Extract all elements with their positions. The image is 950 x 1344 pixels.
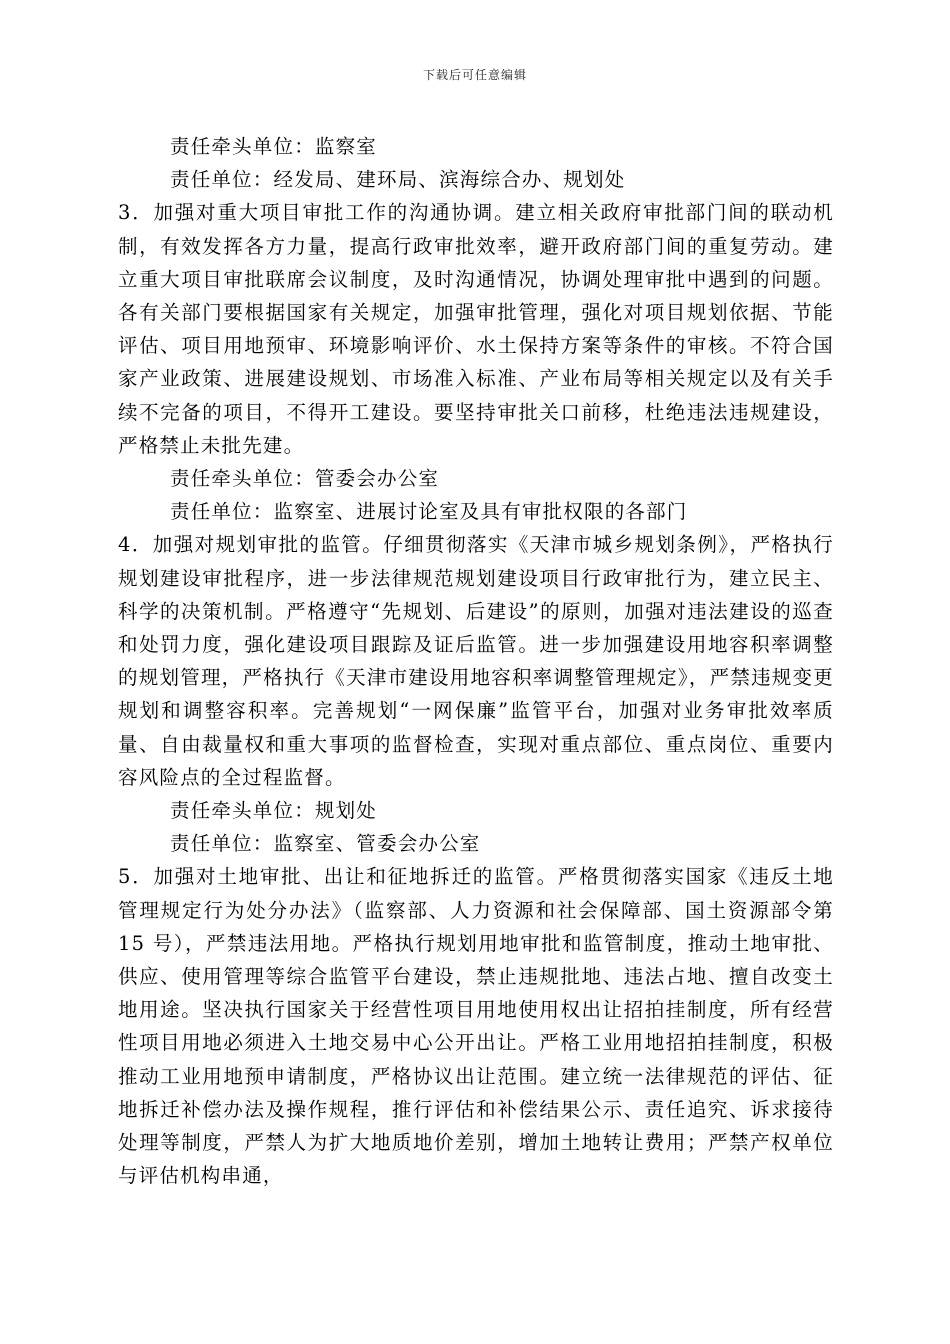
responsible-lead-unit: 责任牵头单位：监察室 (170, 135, 378, 158)
document-body (118, 130, 834, 1193)
responsible-units: 责任单位：经发局、建环局、滨海综合办、规划处 (170, 168, 626, 192)
item-paragraph-4: 4．加强对规划审批的监管。仔细贯彻落实《天津市城乡规划条例》，严格执行规划建设审批程序，进一步法律规范规划建设项目行政审批行为，建立民主、科学的决策机制。严格遵守“先规划、后建设”的原则，加强对违法建设的巡查和处罚力度，强化建设项目跟踪及证后监管。进一步加强建设用地容积率调整的规划管理，严格执行《天津市建设用地容积率调整管理规定》，严禁违规变更规划和调整容积率。完善规划“一网保廉”监管平台，加强对业务审批效率质量、自由裁量权和重大事项的监督检查，实现对重点部位、重点岗位、重要内容风险点的全过程监督。 (118, 533, 834, 789)
responsible-lead-unit: 责任牵头单位：管委会办公室 (170, 467, 440, 491)
responsible-lead-unit: 责任牵头单位：规划处 (170, 799, 378, 823)
responsible-units: 责任单位：监察室、管委会办公室 (170, 832, 481, 856)
responsible-units: 责任单位：监察室、进展讨论室及具有审批权限的各部门 (170, 500, 688, 524)
item-paragraph-3: 3．加强对重大项目审批工作的沟通协调。建立相关政府审批部门间的联动机制，有效发挥各方力量，提高行政审批效率，避开政府部门间的重复劳动。建立重大项目审批联席会议制度，及时沟通情况，协调处理审批中遇到的问题。各有关部门要根据国家有关规定，加强审批管理，强化对项目规划依据、节能评估、项目用地预审、环境影响评价、水土保持方案等条件的审核。不符合国家产业政策、进展建设规划、市场准入标准、产业布局等相关规定以及有关手续不完备的项目，不得开工建设。要坚持审批关口前移，杜绝违法违规建设，严格禁止未批先建。 (118, 201, 834, 457)
item-paragraph-5: 5．加强对土地审批、出让和征地拆迁的监管。严格贯彻落实国家《违反土地管理规定行为处分办法》（监察部、人力资源和社会保障部、国土资源部令第 15 号），严禁违法用地。严格执行规划用地审批和监管制度，推动土地审批、供应、使用管理等综合监管平台建设，禁止违规批地、违法占地、擅自改变土地用途。坚决执行国家关于经营性项目用地使用权出让招拍挂制度，所有经营性项目用地必须进入土地交易中心公开出让。严格工业用地招拍挂制度，积极推动工业用地预申请制度，严格协议出让范围。建立统一法律规范的评估、征地拆迁补偿办法及操作规程，推行评估和补偿结果公示、责任追究、诉求接待处理等制度，严禁人为扩大地质地价差别，增加土地转让费用；严禁产权单位与评估机构串通， (118, 865, 834, 1188)
page-header-note: 下载后可任意编辑 (422, 68, 527, 82)
